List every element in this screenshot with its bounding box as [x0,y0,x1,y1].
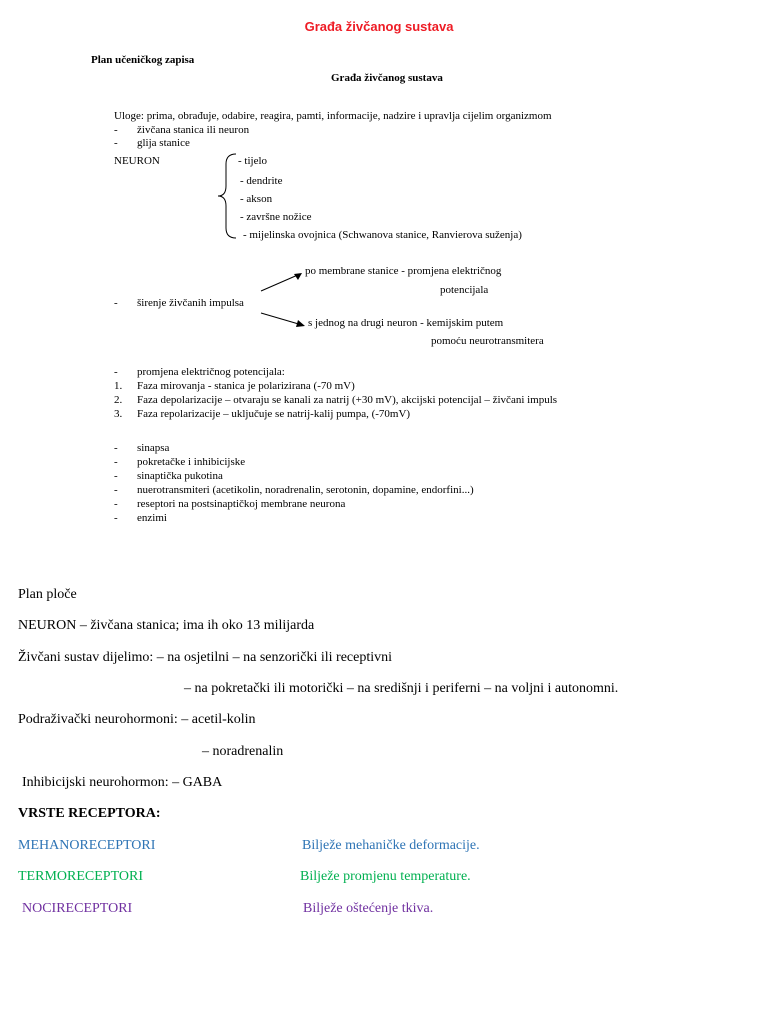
document-title: Građa živčanog sustava [304,19,454,34]
receptor-desc: Bilježe oštećenje tkiva. [303,901,434,916]
neuron-label: NEURON [114,155,160,167]
list-item: - pokretačke i inhibicijske [114,456,246,468]
neuron-part: - dendrite [240,175,283,187]
receptor-name: TERMORECEPTORI [18,869,143,884]
arrow-up-icon [258,270,306,294]
neuron-part: - mijelinska ovojnica (Schwanova stanice, Ranvierova suženja) [243,229,522,241]
list-item: - enzimi [114,512,167,524]
phase-item: 2. Faza depolarizacije – otvaraju se kanali za natrij (+30 mV), akcijski potencijal – živčani impuls [114,394,558,406]
list-item: - sinapsa [114,442,170,454]
list-item: - promjena električnog potencijala: [114,366,285,378]
division-line-2: – na pokretački ili motorički – na središnji i periferni – na voljni i autonomni. [184,681,619,696]
list-item: - živčana stanica ili neuron [114,124,250,136]
phase-item: 3. Faza repolarizacije – uključuje se natrij-kalij pumpa, (-70mV) [114,408,411,420]
division-line-1: Živčani sustav dijelimo: – na osjetilni – na senzorički ili receptivni [18,650,393,665]
receptor-desc: Bilježe mehaničke deformacije. [302,838,480,853]
list-item: - širenje živčanih impulsa [114,297,244,309]
neuron-part: - tijelo [238,155,268,167]
arrow-down-icon [258,310,308,330]
phase-item: 1. Faza mirovanja - stanica je polarizirana (-70 mV) [114,380,355,392]
spread-up-text: po membrane stanice - promjena električnog [305,265,502,277]
neuron-part: - akson [240,193,273,205]
spread-down-text-2: pomoću neurotransmitera [431,335,544,347]
receptor-desc: Bilježe promjenu temperature. [300,869,471,884]
receptor-name: MEHANORECEPTORI [18,838,156,853]
list-item: - nuerotransmiteri (acetikolin, noradrenalin, serotonin, dopamine, endorfini...) [114,484,474,496]
curly-brace [214,152,240,240]
list-item: - glija stanice [114,137,190,149]
notes-subheading: Građa živčanog sustava [331,72,443,84]
list-item: - reseptori na postsinaptičkoj membrane neurona [114,498,346,510]
receptor-name: NOCIRECEPTORI [22,901,133,916]
receptors-title: VRSTE RECEPTORA: [18,806,161,821]
roles-text: Uloge: prima, obrađuje, odabire, reagira, pamti, informacije, nadzire i upravlja cijelim organizmom [114,110,552,122]
neuron-part: - završne nožice [240,211,312,223]
spread-up-text-2: potencijala [440,284,489,296]
neuron-line: NEURON – živčana stanica; ima ih oko 13 milijarda [18,618,315,633]
board-title: Plan ploče [18,587,77,602]
notes-heading: Plan učeničkog zapisa [91,54,195,66]
inhibitory-line: Inhibicijski neurohormon: – GABA [22,775,223,790]
list-item: - sinaptička pukotina [114,470,223,482]
excitatory-line-1: Podraživački neurohormoni: – acetil-kolin [18,712,256,727]
spread-down-text: s jednog na drugi neuron - kemijskim putem [308,317,504,329]
excitatory-line-2: – noradrenalin [202,744,284,759]
